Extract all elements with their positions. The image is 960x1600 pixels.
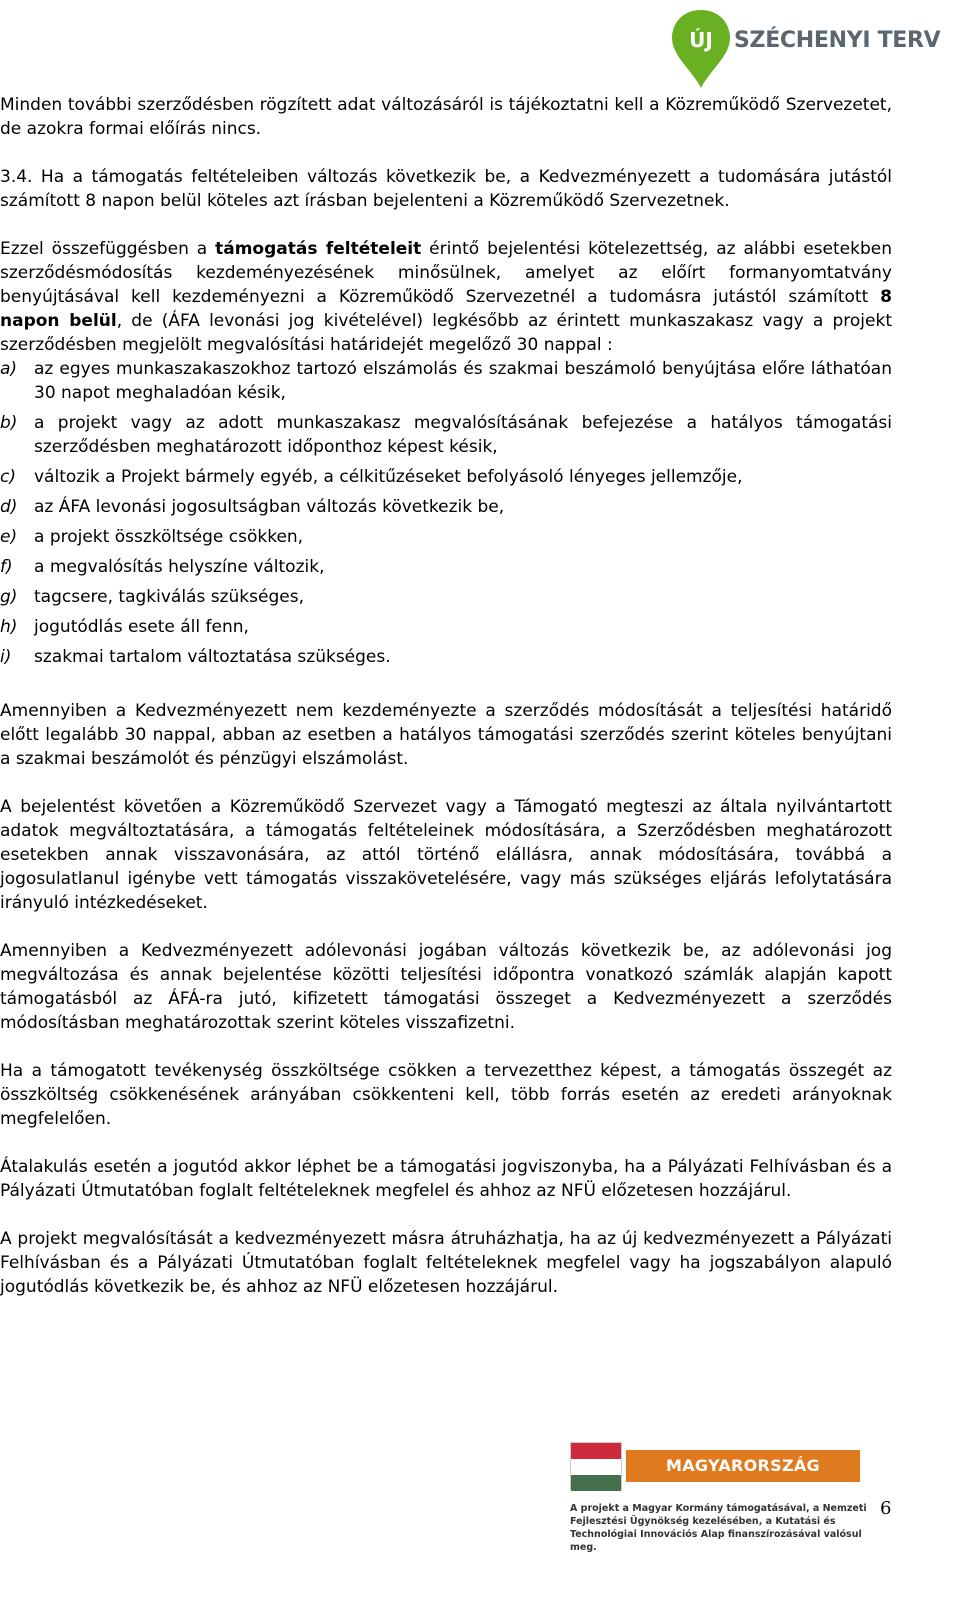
location-pin-icon xyxy=(668,6,734,90)
list-text: tagcsere, tagkiválás szükséges, xyxy=(34,587,304,607)
text-run: érintő bejelentési kötelezettség, az alábbi esetekben szerződésmódosítás kezdeményezésének minősülnek, amelyet az előírt formanyomtatvány benyújtásával kell kezdeményezni a Közreműködő Szervezetnél a tudomásra jutástól számított xyxy=(0,239,892,307)
list-letter: g) xyxy=(0,587,18,607)
list-letter: i) xyxy=(0,647,12,667)
list-item xyxy=(0,645,892,669)
paragraph-intro: Minden további szerződésben rögzített adat változásáról is tájékoztatni kell a Közreműködő Szervezetet, de azokra formai előírás nincs. xyxy=(0,95,892,139)
hungarian-flag-icon xyxy=(570,1442,622,1490)
list-item xyxy=(0,615,892,639)
list-item xyxy=(0,411,892,459)
page-number: 6 xyxy=(880,1498,892,1519)
paragraph-measures: A bejelentést követően a Közreműködő Szervezet vagy a Támogató megteszi az általa nyilvántartott adatok megváltoztatására, a támogatás feltételeinek módosítására, a Szerződésben meghatározott esetekben annak visszavonására, az attól történő elállásra, annak módosítására, továbbá a jogosulatlanul igénybe vett támogatás visszakövetelésére, vagy más szükséges eljárás lefolytatására irányuló intézkedéseket. xyxy=(0,797,892,913)
footer-banner: MAGYARORSZÁG MEGÚJUL xyxy=(626,1450,860,1482)
list-letter: d) xyxy=(0,497,18,517)
paragraph-transfer: A projekt megvalósítását a kedvezményezett másra átruházhatja, ha az új kedvezményezett a Pályázati Felhívásban és a Pályázati Útmutatóban foglalt feltételeknek megfelel vagy ha jogszabályon alapuló jogutódlás következik be, és ahhoz az NFÜ előzetesen hozzájárul. xyxy=(0,1229,892,1297)
list-text: jogutódlás esete áll fenn, xyxy=(34,617,249,637)
list-letter: f) xyxy=(0,557,13,577)
magyarorszag-megujul-logo xyxy=(532,1420,900,1560)
list-text: az egyes munkaszakaszokhoz tartozó elszámolás és szakmai beszámoló benyújtása előre láthatóan 30 napot meghaladóan késik, xyxy=(34,359,892,403)
list-text: a projekt vagy az adott munkaszakasz megvalósításának befejezése a hatályos támogatási szerződésben meghatározott időponthoz képest késik, xyxy=(34,413,892,457)
list-item xyxy=(0,357,892,405)
flag-stripe-green xyxy=(571,1475,621,1491)
list-text: a megvalósítás helyszíne változik, xyxy=(34,557,325,577)
flag-stripe-white xyxy=(571,1459,621,1475)
list-letter: c) xyxy=(0,467,16,487)
list-text: változik a Projekt bármely egyéb, a célkitűzéseket befolyásoló lényeges jellemzője, xyxy=(34,467,743,487)
paragraph-transformation: Átalakulás esetén a jogutód akkor léphet be a támogatási jogviszonyba, ha a Pályázati Felhívásban és a Pályázati Útmutatóban foglalt feltételeknek megfelel és ahhoz az NFÜ előzetesen hozzájárul. xyxy=(0,1157,892,1201)
text-run: , de (ÁFA levonási jog kivételével) legkésőbb az érintett munkaszakasz vagy a projekt szerződésben megjelölt megvalósítási határidejét megelőző 30 nappal : xyxy=(0,311,892,355)
list-item xyxy=(0,495,892,519)
paragraph-tax-change: Amennyiben a Kedvezményezett adólevonási jogában változás következik be, az adólevonási jog megváltozása és annak bejelentése közötti teljesítési időpontra vonatkozó számlák alapján kapott támogatásból az ÁFÁ-ra jutó, kifizetett támogatási összeget a Kedvezményezett a szerződés módosításban meghatározottak szerint köteles visszafizetni. xyxy=(0,941,892,1033)
document-body xyxy=(0,93,892,1323)
logo-text: SZÉCHENYI TERV xyxy=(734,28,941,53)
flag-stripe-red xyxy=(571,1443,621,1459)
list-letter: e) xyxy=(0,527,18,547)
list-item xyxy=(0,465,892,489)
szechenyi-terv-logo xyxy=(668,6,942,90)
condition-list xyxy=(0,357,892,669)
paragraph-cost-reduction: Ha a támogatott tevékenység összköltsége csökken a tervezetthez képest, a támogatás összegét az összköltség csökkenésének arányában csökkenteni kell, több forrás esetén az eredeti arányoknak megfelelően. xyxy=(0,1061,892,1129)
list-item xyxy=(0,555,892,579)
paragraph-conditions xyxy=(0,237,892,357)
paragraph-section-3-4: 3.4. Ha a támogatás feltételeiben változás következik be, a Kedvezményezett a tudomására jutástól számított 8 napon belül köteles azt írásban bejelenteni a Közreműködő Szervezetnek. xyxy=(0,167,892,211)
list-item xyxy=(0,585,892,609)
list-item xyxy=(0,525,892,549)
paragraph-deadline: Amennyiben a Kedvezményezett nem kezdeményezte a szerződés módosítását a teljesítési határidő előtt legalább 30 nappal, abban az esetben a hatályos támogatási szerződés szerint köteles benyújtani a szakmai beszámolót és pénzügyi elszámolást. xyxy=(0,701,892,769)
list-text: az ÁFA levonási jogosultságban változás következik be, xyxy=(34,497,505,517)
bold-text: 8 napon belül xyxy=(0,287,892,331)
logo-badge-text: ÚJ xyxy=(689,28,713,52)
list-text: szakmai tartalom változtatása szükséges. xyxy=(34,647,391,667)
text-run: Ezzel összefüggésben a xyxy=(0,239,216,259)
list-letter: h) xyxy=(0,617,18,637)
bold-text: támogatás feltételeit xyxy=(215,239,422,259)
list-letter: a) xyxy=(0,359,18,379)
list-letter: b) xyxy=(0,413,18,433)
funding-note: A projekt a Magyar Kormány támogatásával, a Nemzeti Fejlesztési Ügynökség kezelésében, a Kutatási és Technológiai Innovációs Alap finanszírozásával valósul meg. xyxy=(570,1503,867,1553)
list-text: a projekt összköltsége csökken, xyxy=(34,527,304,547)
